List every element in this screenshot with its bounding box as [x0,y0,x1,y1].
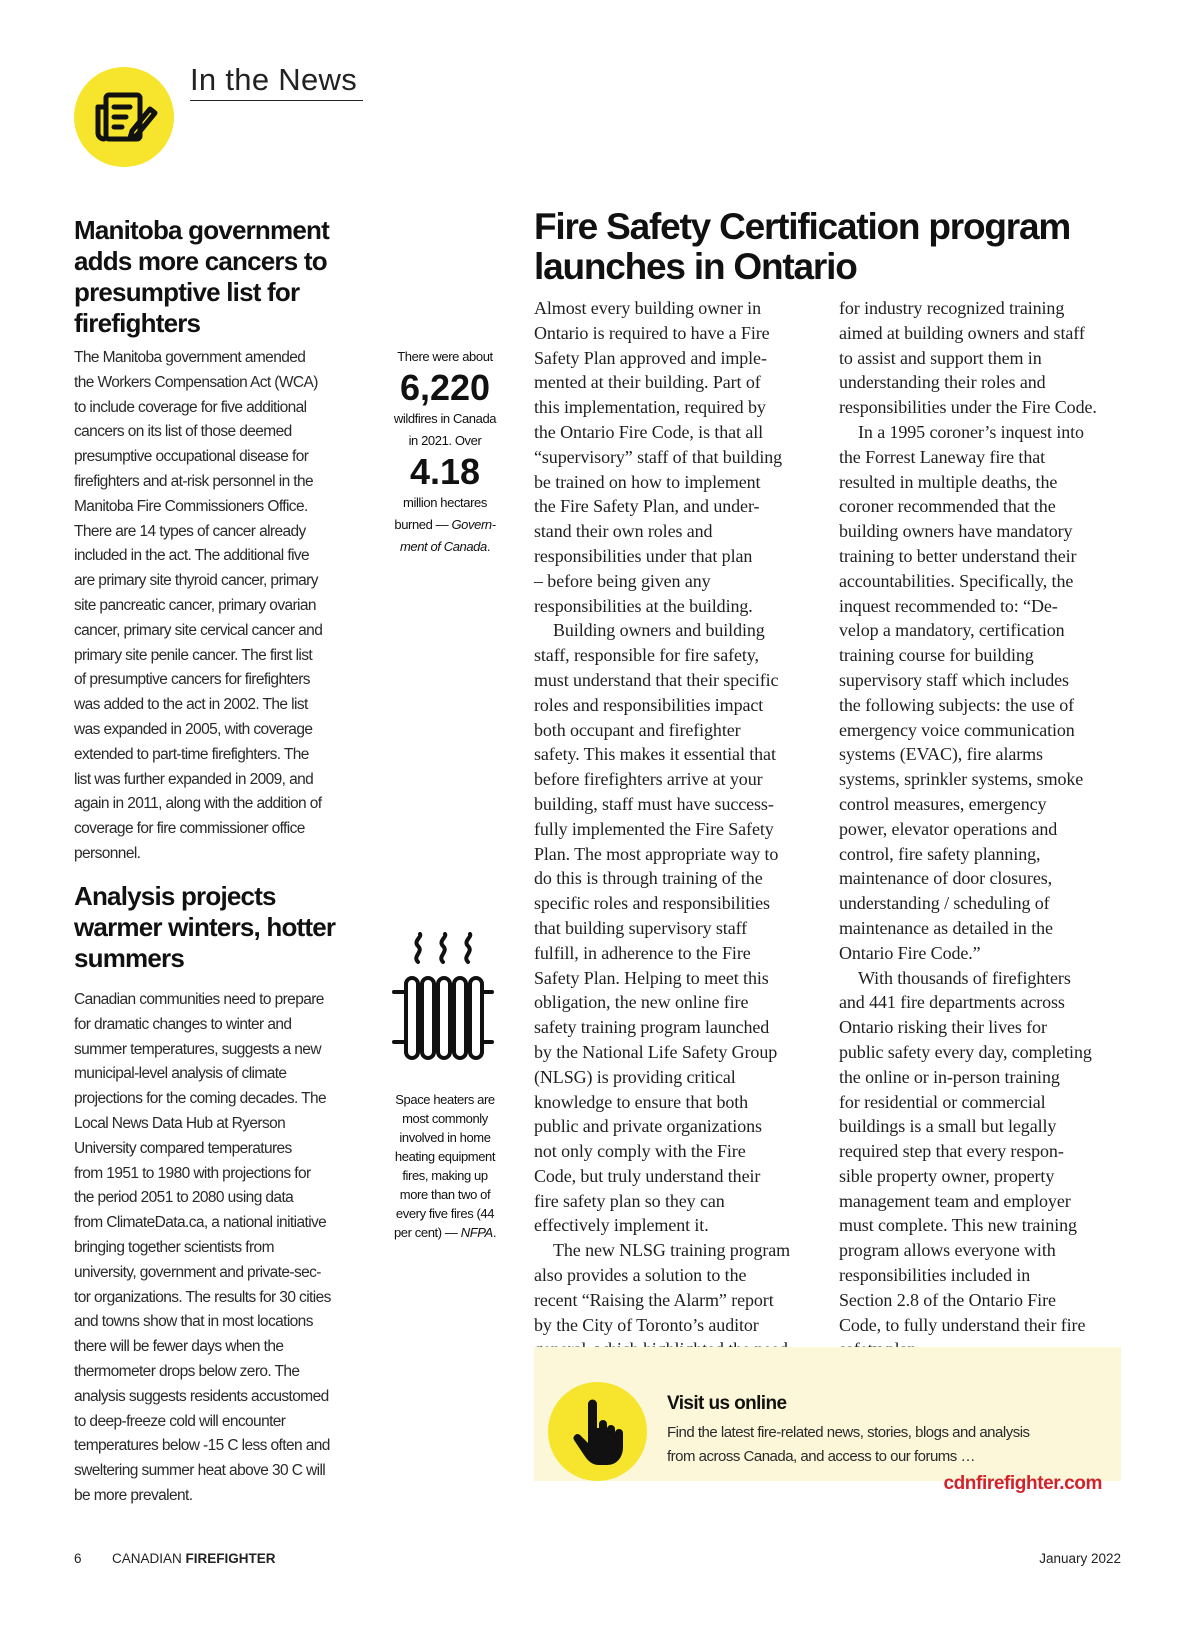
stat-source: ment of Canada. [399,539,491,554]
article-line: maintenance as detailed in the [839,917,1053,938]
article-line: responsibilities included in [839,1265,1031,1286]
body-line: there will be fewer days when the [74,1338,284,1356]
article-line: the Fire Safety Plan, and under- [534,496,760,517]
body-line: of presumptive cancers for firefighters [74,671,310,689]
article-line: that building supervisory staff [534,917,748,938]
pointing-hand-icon [548,1382,647,1481]
article-line: mented at their building. Part of [534,372,761,393]
article-line: The new NLSG training program [553,1240,791,1261]
body-line: the period 2051 to 2080 using data [74,1189,294,1207]
stat-line: million hectares [403,495,487,510]
article-line: fulfill, in adherence to the Fire [534,942,751,963]
headline-line: presumptive list for [74,277,300,307]
body-line: projections for the coming decades. The [74,1090,327,1108]
article-line: fully implemented the Fire Safety [534,818,774,839]
stat-line: There were about [397,349,493,364]
article-line: public safety every day, completing [839,1041,1092,1062]
visit-line: from across Canada, and access to our forums … [667,1448,975,1465]
article-line: Ontario is required to have a Fire [534,322,770,343]
article-line: – before being given any [534,570,711,591]
body-line: personnel. [74,844,141,862]
news-writing-icon [74,67,174,167]
headline-line: Analysis projects [74,881,276,911]
article-line: maintenance of door closures, [839,868,1053,889]
article-line: “supervisory” staff of that building [534,446,783,467]
caption-line: more than two of [399,1187,491,1202]
article-line: Building owners and building [553,620,765,641]
article-manitoba-body [74,346,374,867]
article-line: velop a mandatory, certification [839,620,1065,641]
headline-line: Fire Safety Certification program [534,206,1071,247]
article-line: this implementation, required by [534,397,766,418]
article-line: stand their own roles and [534,521,713,542]
visit-icon-circle [548,1382,647,1481]
body-line: primary site penile cancer. The first list [74,646,313,664]
body-line: The Manitoba government amended [74,349,306,366]
article-line: responsibilities at the building. [534,595,753,616]
body-line: to deep-freeze cold will encounter [74,1412,286,1430]
article-line: by the City of Toronto’s auditor [534,1314,759,1335]
article-line: recent “Raising the Alarm” report [534,1289,774,1310]
body-line: thermometer drops below zero. The [74,1362,300,1380]
article-line: Almost every building owner in [534,298,761,318]
body-line: analysis suggests residents accustomed [74,1387,329,1405]
article-line: sible property owner, property [839,1165,1055,1186]
article-line: both occupant and firefighter [534,719,741,740]
body-line: There are 14 types of cancer already [74,522,306,540]
stat-source: burned — Govern- [394,517,496,532]
section-divider [190,100,363,101]
body-line: summer temperatures, suggests a new [74,1040,321,1058]
body-line: University compared temperatures [74,1139,292,1157]
article-line: Code, to fully understand their fire [839,1314,1086,1335]
article-line: not only comply with the Fire [534,1141,746,1162]
article-line: accountabilities. Specifically, the [839,570,1074,591]
article-manitoba-headline [74,215,374,339]
body-line: bringing together scientists from [74,1238,274,1256]
body-line: Canadian communities need to prepare [74,991,324,1008]
article-line: control measures, emergency [839,793,1047,814]
article-line: the Forrest Laneway fire that [839,446,1046,467]
wildfire-stats [375,346,515,558]
body-line: presumptive occupational disease for [74,448,309,466]
body-line: from ClimateData.ca, a national initiative [74,1214,327,1232]
article-line: Ontario risking their lives for [839,1017,1047,1038]
article-line: Plan. The most appropriate way to [534,843,779,864]
article-line: aimed at building owners and staff [839,322,1085,343]
hectares-count: 4.18 [409,451,481,492]
body-line: was added to the act in 2002. The list [74,696,308,714]
article-line: responsibilities under that plan [534,545,753,566]
body-line: cancer, primary site cervical cancer and [74,621,323,639]
article-line: must complete. This new training [839,1215,1077,1236]
article-line: by the National Life Safety Group [534,1041,778,1062]
article-line: buildings is a small but legally [839,1116,1057,1137]
body-line: for dramatic changes to winter and [74,1015,292,1033]
visit-line: Find the latest fire-related news, stories, blogs and analysis [667,1424,1030,1441]
article-line: Section 2.8 of the Ontario Fire [839,1289,1056,1310]
body-line: and towns show that in most locations [74,1313,313,1331]
article-line: public and private organizations [534,1116,762,1137]
body-line: are primary site thyroid cancer, primary [74,572,318,590]
page-number: 6 [74,1551,82,1566]
main-article-column-1 [534,296,824,1362]
article-line: understanding / scheduling of [839,893,1050,914]
body-line: Manitoba Fire Commissioners Office. [74,497,308,515]
headline-line: Manitoba government [74,215,329,245]
main-article-column-2 [839,296,1129,1362]
body-line: from 1951 to 1980 with projections for [74,1164,311,1182]
space-heater-icon [388,932,498,1072]
article-line: for residential or commercial [839,1091,1046,1112]
wildfire-count: 6,220 [399,367,491,408]
article-line: Safety Plan. Helping to meet this [534,967,769,988]
article-line: and 441 fire departments across [839,992,1065,1013]
stat-line: wildfires in Canada [393,411,497,426]
body-line: temperatures below -15 C less often and [74,1437,330,1455]
headline-line: launches in Ontario [534,246,857,287]
article-line: must understand that their specific [534,669,779,690]
caption-line: heating equipment [394,1149,496,1164]
body-line: be more prevalent. [74,1486,193,1504]
article-line: Safety Plan approved and imple- [534,347,767,368]
article-line: for industry recognized training [839,298,1065,318]
article-line: required step that every respon- [839,1141,1064,1162]
article-line: building, staff must have success- [534,793,774,814]
article-line: effectively implement it. [534,1215,709,1236]
article-line: also provides a solution to the [534,1265,747,1286]
body-line: was expanded in 2005, with coverage [74,720,313,738]
article-line: knowledge to ensure that both [534,1091,749,1112]
body-line: tor organizations. The results for 30 cities [74,1288,331,1306]
article-line: supervisory staff which includes [839,669,1069,690]
stat-line: in 2021. Over [408,433,482,448]
body-line: included in the act. The additional five [74,547,310,565]
article-line: understanding their roles and [839,372,1046,393]
body-line: sweltering summer heat above 30 C will [74,1462,326,1480]
article-line: specific roles and responsibilities [534,893,770,914]
article-line: training course for building [839,645,1034,666]
body-line: firefighters and at-risk personnel in the [74,472,314,490]
article-line: responsibilities under the Fire Code. [839,397,1097,418]
body-line: cancers on its list of those deemed [74,423,292,441]
article-climate-headline [74,881,374,974]
article-line: With thousands of firefighters [858,967,1071,988]
headline-line: firefighters [74,308,201,338]
article-line: emergency voice communication [839,719,1075,740]
article-line: building owners have mandatory [839,521,1073,542]
visit-title: Visit us online [667,1393,787,1414]
article-line: inquest recommended to: “De- [839,595,1058,616]
headline-line: summers [74,943,185,973]
article-line: In a 1995 coroner’s inquest into [858,421,1084,442]
main-article-headline [534,207,1134,287]
caption-line: fires, making up [402,1168,488,1183]
caption-line: involved in home [399,1130,491,1145]
caption-line: every five fires (44 [395,1206,495,1221]
body-line: extended to part-time firefighters. The [74,745,309,763]
body-line: again in 2011, along with the addition of [74,795,322,813]
article-line: program allows everyone with [839,1240,1056,1261]
article-line: resulted in multiple deaths, the [839,471,1058,492]
body-line: university, government and private-sec- [74,1263,321,1281]
article-line: control, fire safety planning, [839,843,1041,864]
article-line: the online or in-person training [839,1066,1060,1087]
article-line: do this is through training of the [534,868,763,889]
article-line: coroner recommended that the [839,496,1056,517]
body-line: coverage for fire commissioner office [74,820,305,838]
article-line: systems, sprinkler systems, smoke [839,769,1084,790]
section-title: In the News [190,62,357,97]
body-line: to include coverage for five additional [74,398,307,416]
article-line: the following subjects: the use of [839,694,1075,715]
visit-description [667,1421,1117,1469]
article-line: training to better understand their [839,545,1077,566]
caption-line: Space heaters are [395,1092,495,1107]
body-line: the Workers Compensation Act (WCA) [74,373,318,391]
article-line: to assist and support them in [839,347,1042,368]
article-line: the Ontario Fire Code, is that all [534,421,764,442]
body-line: list was further expanded in 2009, and [74,770,314,788]
article-line: be trained on how to implement [534,471,761,492]
article-line: staff, responsible for fire safety, [534,645,759,666]
article-climate-body [74,988,374,1509]
caption-source: per cent) — NFPA. [393,1225,497,1240]
article-line: Ontario Fire Code.” [839,942,981,963]
heater-caption [375,1090,515,1242]
article-line: power, elevator operations and [839,818,1058,839]
article-line: roles and responsibilities impact [534,694,764,715]
headline-line: adds more cancers to [74,246,327,276]
article-line: fire safety plan so they can [534,1190,725,1211]
body-line: municipal-level analysis of climate [74,1065,287,1083]
article-line: obligation, the new online fire [534,992,749,1013]
section-logo [74,67,174,167]
issue-date: January 2022 [1039,1551,1121,1566]
article-line: safety training program launched [534,1017,770,1038]
article-line: (NLSG) is providing critical [534,1066,736,1087]
article-line: before firefighters arrive at your [534,769,763,790]
article-line: safety. This makes it essential that [534,744,776,765]
article-line: systems (EVAC), fire alarms [839,744,1043,765]
headline-line: warmer winters, hotter [74,912,336,942]
magazine-name: CANADIAN FIREFIGHTER [112,1551,276,1566]
article-line: management team and employer [839,1190,1071,1211]
body-line: Local News Data Hub at Ryerson [74,1114,286,1132]
website-link[interactable]: cdnfirefighter.com [943,1473,1102,1494]
article-line: Code, but truly understand their [534,1165,761,1186]
body-line: site pancreatic cancer, primary ovarian [74,596,316,614]
caption-line: most commonly [402,1111,488,1126]
heater-illustration [388,932,498,1072]
